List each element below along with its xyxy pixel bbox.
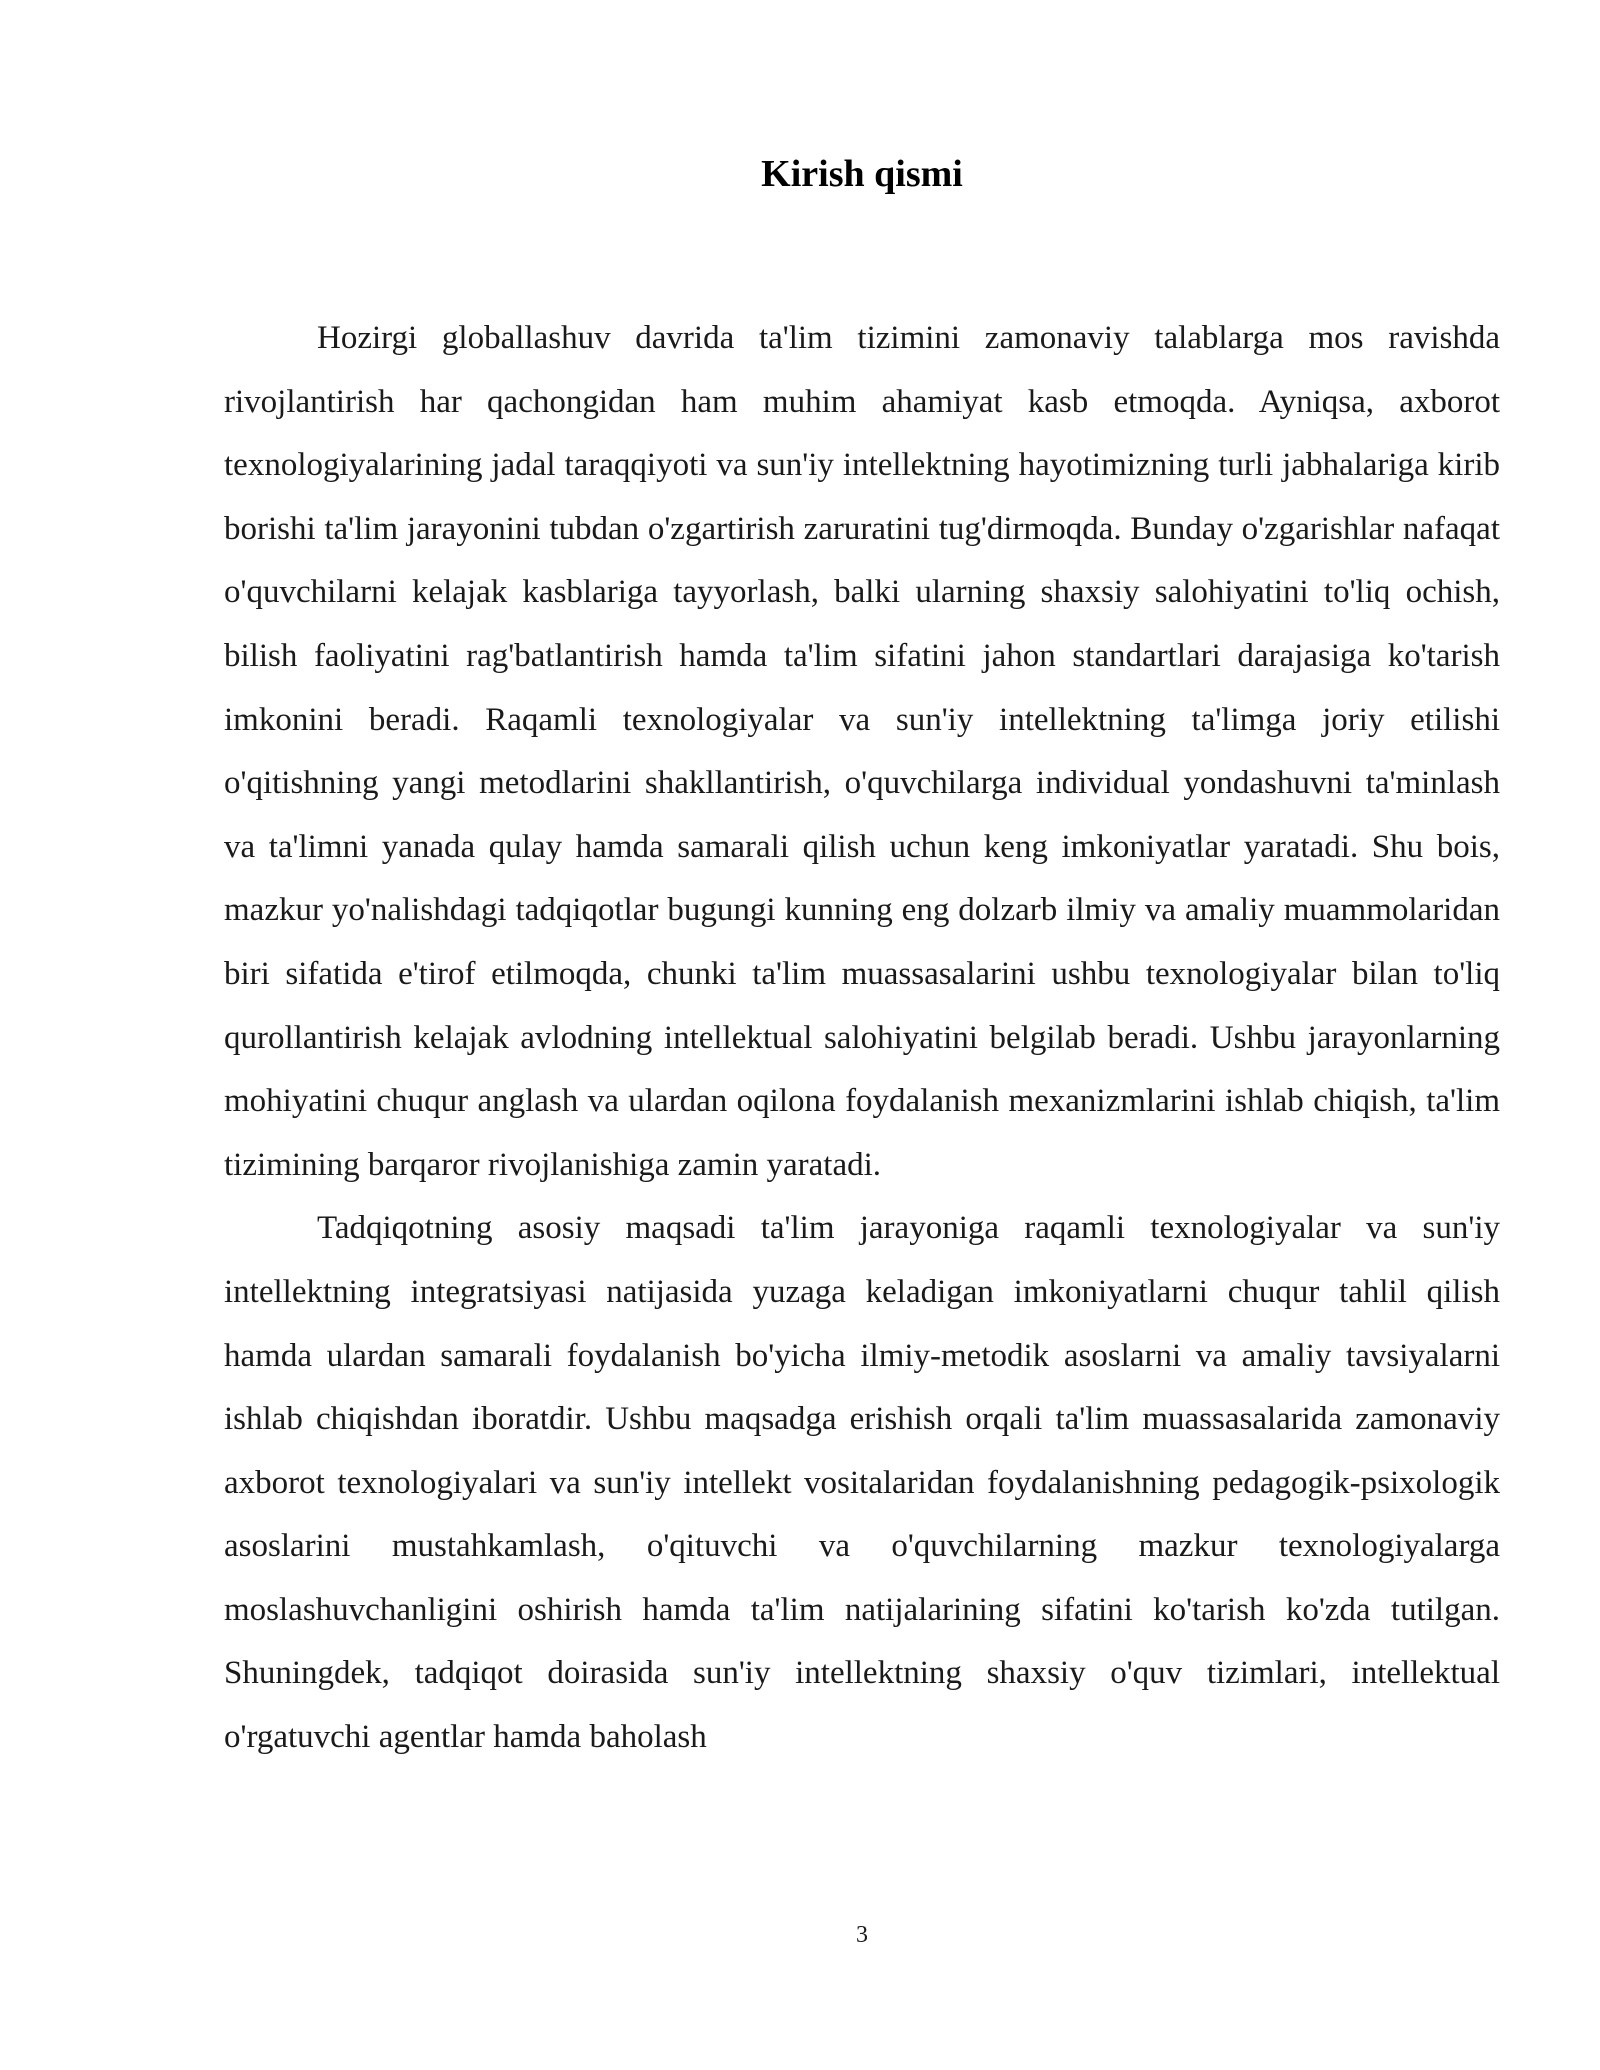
page-title: Kirish qismi (761, 153, 963, 195)
page-number: 3 (856, 1922, 868, 1948)
body-text (224, 307, 1500, 1770)
paragraph-research-goal: Tadqiqotning asosiy maqsadi ta'lim jarayoniga raqamli texnologiyalar va sun'iy intellektning integratsiyasi natijasida yuzaga keladigan imkoniyatlarni chuqur tahlil qilish hamda ulardan samarali foydalanish bo'yicha ilmiy-metodik asoslarni va amaliy tavsiyalarni ishlab chiqishdan iboratdir. Ushbu maqsadga erishish orqali ta'lim muassasalarida zamonaviy axborot texnologiyalari va sun'iy intellekt vositalaridan foydalanishning pedagogik-psixologik asoslarini mustahkamlash, o'qituvchi va o'quvchilarning mazkur texnologiyalarga moslashuvchanligini oshirish hamda ta'lim natijalarining sifatini ko'tarish ko'zda tutilgan. Shuningdek, tadqiqot doirasida sun'iy intellektning shaxsiy o'quv tizimlari, intellektual o'rgatuvchi agentlar hamda baholash (224, 1210, 1500, 1756)
paragraph-introduction: Hozirgi globallashuv davrida ta'lim tizimini zamonaviy talablarga mos ravishda rivojlantirish har qachongidan ham muhim ahamiyat kasb etmoqda. Ayniqsa, axborot texnologiyalarining jadal taraqqiyoti va sun'iy intellektning hayotimizning turli jabhalariga kirib borishi ta'lim jarayonini tubdan o'zgartirish zaruratini tug'dirmoqda. Bunday o'zgarishlar nafaqat o'quvchilarni kelajak kasblariga tayyorlash, balki ularning shaxsiy salohiyatini to'liq ochish, bilish faoliyatini rag'batlantirish hamda ta'lim sifatini jahon standartlari darajasiga ko'tarish imkonini beradi. Raqamli texnologiyalar va sun'iy intellektning ta'limga joriy etilishi o'qitishning yangi metodlarini shakllantirish, o'quvchilarga individual yondashuvni ta'minlash va ta'limni yanada qulay hamda samarali qilish uchun keng imkoniyatlar yaratadi. Shu bois, mazkur yo'nalishdagi tadqiqotlar bugungi kunning eng dolzarb ilmiy va amaliy muammolaridan biri sifatida e'tirof etilmoqda, chunki ta'lim muassasalarini ushbu texnologiyalar bilan to'liq qurollantirish kelajak avlodning intellektual salohiyatini belgilab beradi. Ushbu jarayonlarning mohiyatini chuqur anglash va ulardan oqilona foydalanish mexanizmlarini ishlab chiqish, ta'lim tizimining barqaror rivojlanishiga zamin yaratadi. (224, 320, 1500, 1183)
